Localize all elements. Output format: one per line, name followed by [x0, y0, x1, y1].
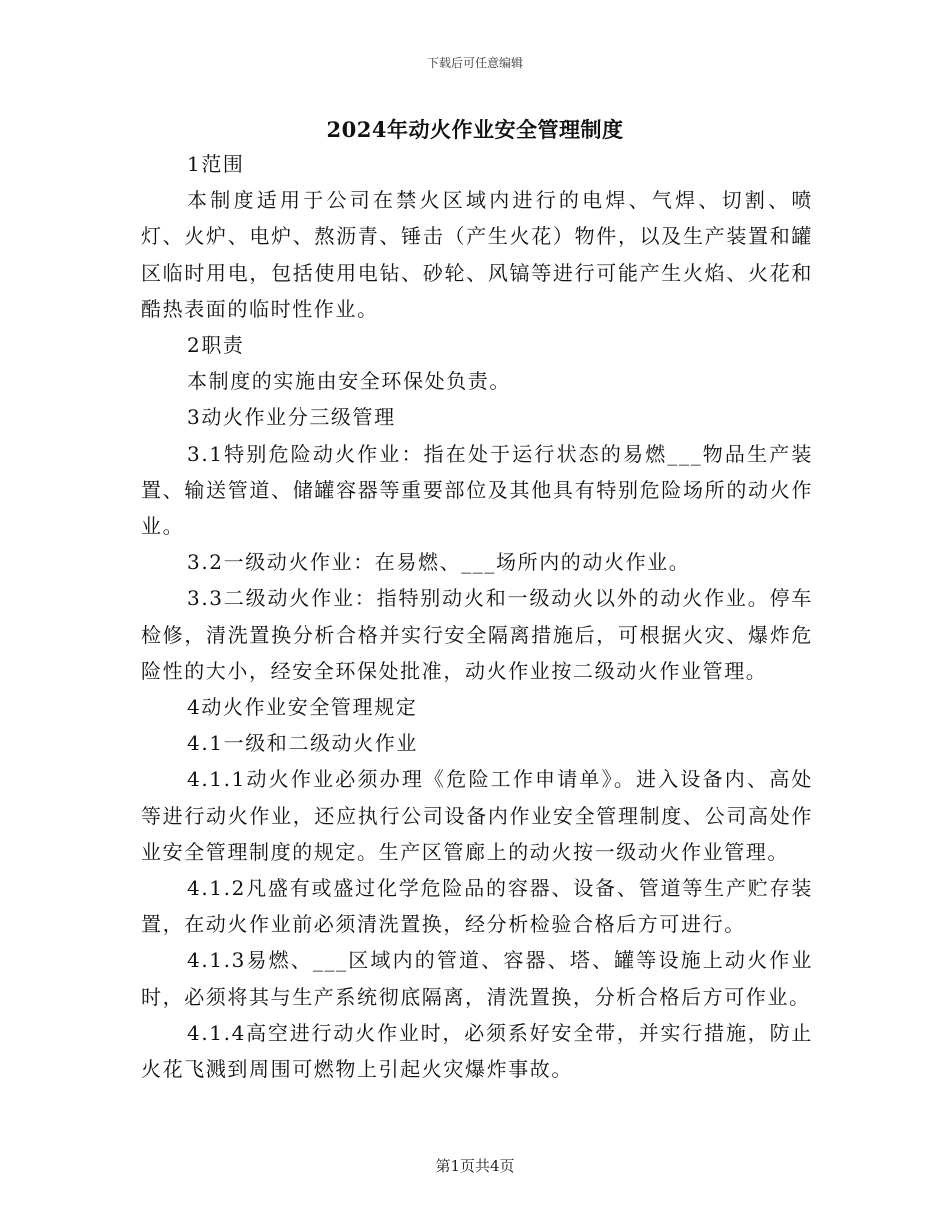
subsection-heading-4-1: 4.1一级和二级动火作业 — [187, 731, 419, 756]
paragraph-3-3: 3.3二级动火作业：指特别动火和一级动火以外的动火作业。停车检修，清洗置换分析合格并实行安全隔离措施后，可根据火灾、爆炸危险性的大小，经安全环保处批准，动火作业按二级动火作业管理。 — [141, 586, 813, 683]
section-heading-levels: 3动火作业分三级管理 — [187, 405, 396, 430]
paragraph-4-1-3: 4.1.3易燃、___区域内的管道、容器、塔、罐等设施上动火作业时，必须将其与生产系统彻底隔离，清洗置换，分析合格后方可作业。 — [141, 948, 813, 1009]
document-title: 2024年动火作业安全管理制度 — [326, 117, 624, 142]
document-body — [141, 146, 813, 1087]
section-heading-scope: 1范围 — [187, 152, 245, 176]
paragraph-4-1-2: 4.1.2凡盛有或盛过化学危险品的容器、设备、管道等生产贮存装置，在动火作业前必须清洗置换，经分析检验合格后方可进行。 — [141, 876, 813, 937]
paragraph-4-1-4: 4.1.4高空进行动火作业时，必须系好安全带，并实行措施，防止火花飞溅到周围可燃物上引起火灾爆炸事故。 — [141, 1020, 813, 1082]
header-note: 下载后可任意编辑 — [426, 56, 523, 70]
page-footer: 第1页共4页 — [435, 1157, 515, 1175]
paragraph-3-1: 3.1特别危险动火作业：指在处于运行状态的易燃___物品生产装置、输送管道、储罐容器等重要部位及其他具有特别危险场所的动火作业。 — [141, 441, 813, 539]
paragraph-4-1-1: 4.1.1动火作业必须办理《危险工作申请单》。进入设备内、高处等进行动火作业，还应执行公司设备内作业安全管理制度、公司高处作业安全管理制度的规定。生产区管廊上的动火按一级动火作业管理。 — [141, 767, 813, 864]
paragraph-responsibility: 本制度的实施由安全环保处负责。 — [187, 369, 511, 394]
paragraph-3-2: 3.2一级动火作业：在易燃、___场所内的动火作业。 — [187, 550, 691, 575]
paragraph-scope: 本制度适用于公司在禁火区域内进行的电焊、气焊、切割、喷灯、火炉、电炉、熬沥青、锤击（产生火花）物件，以及生产装置和罐区临时用电，包括使用电钻、砂轮、风镐等进行可能产生火焰、火花和酷热表面的临时性作业。 — [141, 188, 813, 321]
section-heading-responsibility: 2职责 — [187, 333, 245, 358]
section-heading-rules: 4动火作业安全管理规定 — [187, 695, 418, 720]
